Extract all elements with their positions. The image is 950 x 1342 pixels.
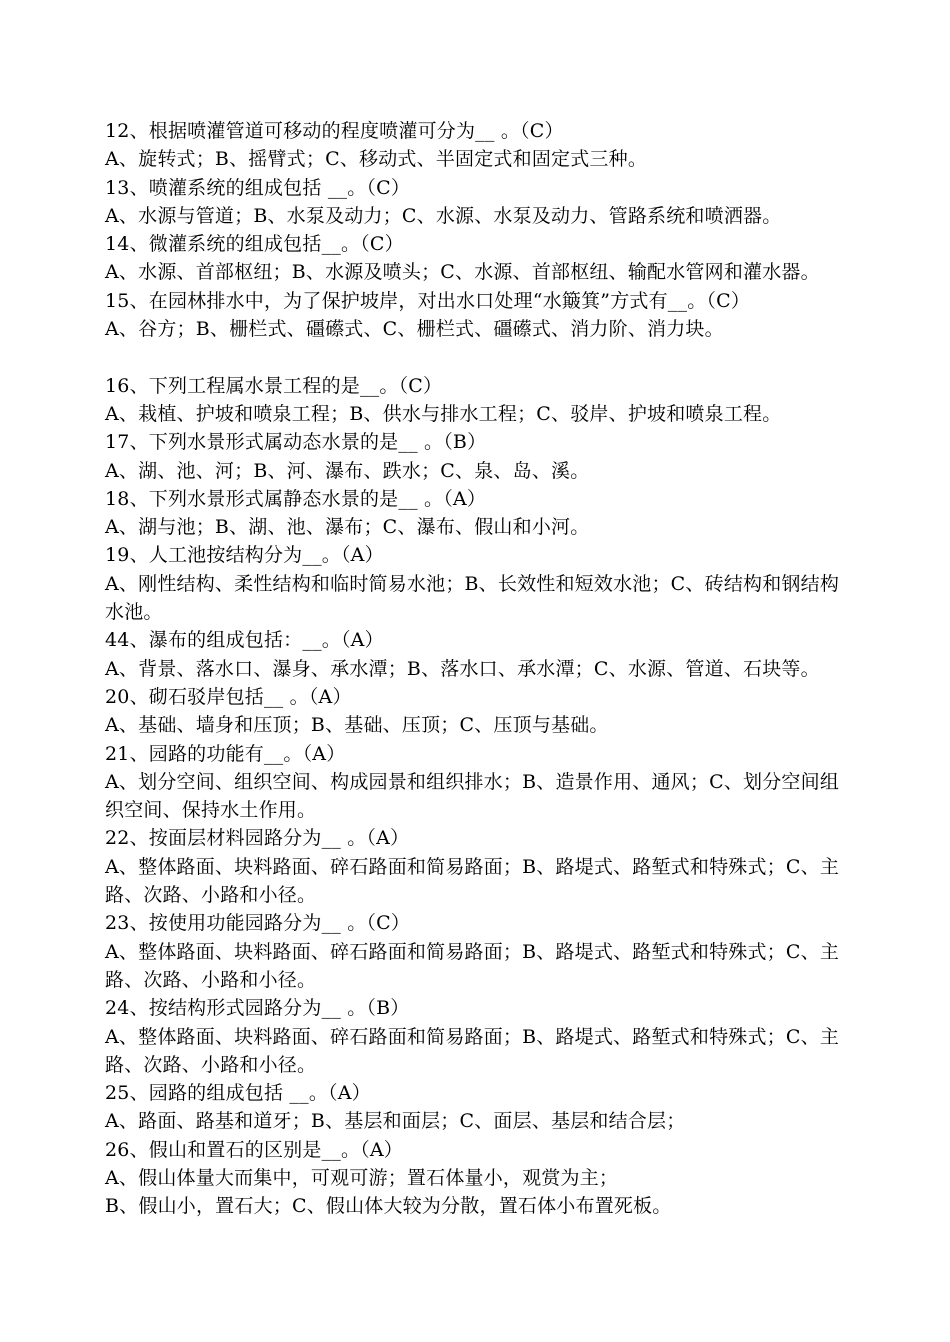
answer-18: A、湖与池；B、湖、池、瀑布；C、瀑布、假山和小河。	[105, 516, 590, 539]
answer-44: A、背景、落水口、瀑身、承水潭；B、落水口、承水潭；C、水源、管道、石块等。	[105, 657, 820, 680]
question-20: 20、砌石驳岸包括__ 。（A）	[105, 685, 352, 708]
answer-23: A、整体路面、块料路面、碎石路面和简易路面；B、路堤式、路堑式和特殊式；C、主路、次路、小路和小径。	[105, 940, 840, 991]
answer-21: A、划分空间、组织空间、构成园景和组织排水；B、造景作用、通风；C、划分空间组织空间、保持水土作用。	[105, 770, 840, 822]
question-24: 24、按结构形式园路分为__ 。（B）	[105, 997, 410, 1020]
answer-14: A、水源、首部枢纽；B、水源及喷头；C、水源、首部枢纽、输配水管网和灌水器。	[105, 261, 820, 284]
question-13: 13、喷灌系统的组成包括 __。（C）	[105, 176, 411, 199]
question-16: 16、下列工程属水景工程的是__。（C）	[105, 374, 443, 397]
question-12: 12、根据喷灌管道可移动的程度喷灌可分为__ 。（C）	[105, 120, 564, 142]
blank-line	[105, 343, 850, 371]
question-22: 22、按面层材料园路分为__ 。（A）	[105, 827, 410, 850]
question-14: 14、微灌系统的组成包括__。（C）	[105, 233, 404, 256]
answer-15: A、谷方；B、栅栏式、礓礤式、C、栅栏式、礓礤式、消力阶、消力块。	[105, 318, 724, 341]
question-15: 15、在园林排水中，为了保护坡岸，对出水口处理“水簸箕”方式有__。（C）	[105, 289, 751, 312]
question-18: 18、下列水景形式属静态水景的是__ 。（A）	[105, 487, 487, 510]
answer-22: A、整体路面、块料路面、碎石路面和简易路面；B、路堤式、路堑式和特殊式；C、主路、次路、小路和小径。	[105, 855, 840, 907]
answer-25: A、路面、路基和道牙；B、基层和面层；C、面层、基层和结合层；	[105, 1110, 686, 1133]
question-17: 17、下列水景形式属动态水景的是__ 。（B）	[105, 431, 487, 454]
answer-20: A、基础、墙身和压顶；B、基础、压顶；C、压顶与基础。	[105, 714, 609, 737]
document-body	[105, 117, 850, 1221]
answer-26-line-1: A、假山体量大而集中，可观可游；置石体量小，观赏为主；	[105, 1166, 619, 1189]
question-19: 19、人工池按结构分为__。（A）	[105, 544, 384, 567]
question-26: 26、假山和置石的区别是__。（A）	[105, 1138, 403, 1161]
answer-17: A、湖、池、河；B、河、瀑布、跌水；C、泉、岛、溪。	[105, 459, 590, 482]
answer-13: A、水源与管道；B、水泵及动力；C、水源、水泵及动力、管路系统和喷洒器。	[105, 204, 782, 227]
answer-26-line-2: B、假山小，置石大；C、假山体大较为分散，置石体小布置死板。	[105, 1195, 672, 1218]
question-21: 21、园路的功能有__。（A）	[105, 742, 346, 765]
answer-19: A、刚性结构、柔性结构和临时简易水池；B、长效性和短效水池；C、砖结构和钢结构水池。	[105, 572, 840, 624]
question-25: 25、园路的组成包括 __。（A）	[105, 1082, 371, 1105]
answer-24: A、整体路面、块料路面、碎石路面和简易路面；B、路堤式、路堑式和特殊式；C、主路、次路、小路和小径。	[105, 1025, 840, 1076]
question-44: 44、瀑布的组成包括：__。（A）	[105, 629, 384, 652]
answer-16: A、栽植、护坡和喷泉工程；B、供水与排水工程；C、驳岸、护坡和喷泉工程。	[105, 402, 782, 425]
answer-12: A、旋转式；B、摇臂式；C、移动式、半固定式和固定式三种。	[105, 148, 648, 171]
question-23: 23、按使用功能园路分为__ 。（C）	[105, 912, 411, 935]
